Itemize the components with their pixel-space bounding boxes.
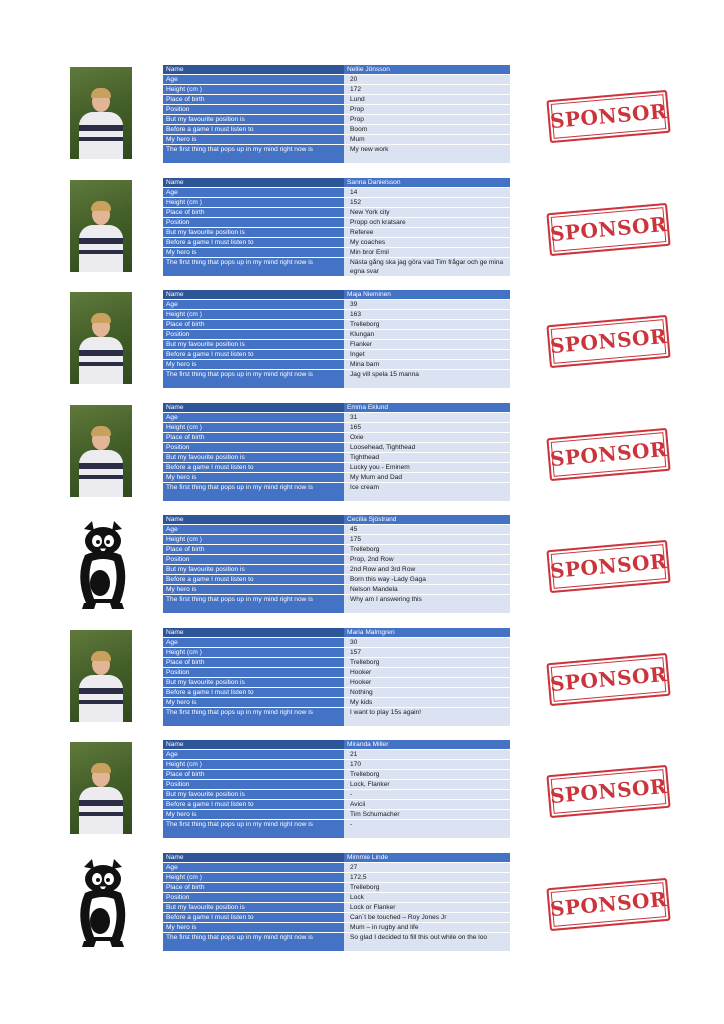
- age-label: Age: [163, 412, 344, 422]
- listen-to-value: Inget: [344, 350, 510, 360]
- favourite-position-label: But my favourite position is: [163, 340, 344, 350]
- hero-value: Mum – in rugby and life: [344, 922, 510, 932]
- height-value: 175: [344, 535, 510, 545]
- name-label: Name: [163, 515, 344, 525]
- height-value: 157: [344, 647, 510, 657]
- height-value: 172: [344, 85, 510, 95]
- name-label: Name: [163, 290, 344, 300]
- place-of-birth-value: Trelleborg: [344, 657, 510, 667]
- favourite-position-label: But my favourite position is: [163, 115, 344, 125]
- listen-to-value: Nothing: [344, 687, 510, 697]
- listen-to-value: My coaches: [344, 237, 510, 247]
- favourite-position-value: Hooker: [344, 677, 510, 687]
- name-label: Name: [163, 853, 344, 863]
- age-value: 14: [344, 187, 510, 197]
- height-value: 163: [344, 310, 510, 320]
- position-value: Klungan: [344, 330, 510, 340]
- hero-value: Tim Schumacher: [344, 810, 510, 820]
- place-of-birth-label: Place of birth: [163, 545, 344, 555]
- place-of-birth-value: Oxie: [344, 432, 510, 442]
- place-of-birth-label: Place of birth: [163, 770, 344, 780]
- sponsor-stamp: SPONSOR: [546, 652, 670, 705]
- first-thing-label: The first thing that pops up in my mind right now is: [163, 145, 344, 164]
- height-label: Height (cm ): [163, 535, 344, 545]
- age-value: 20: [344, 75, 510, 85]
- listen-to-label: Before a game I must listen to: [163, 800, 344, 810]
- position-label: Position: [163, 442, 344, 452]
- hero-value: My Mum and Dad: [344, 472, 510, 482]
- name-label: Name: [163, 65, 344, 75]
- player-info-table: [163, 515, 510, 614]
- player-card: [0, 403, 724, 513]
- first-thing-value: My new work: [344, 145, 510, 164]
- player-card: [0, 740, 724, 850]
- first-thing-label: The first thing that pops up in my mind right now is: [163, 820, 344, 839]
- hero-label: My hero is: [163, 697, 344, 707]
- name-value: Emma Eklund: [344, 403, 510, 413]
- position-label: Position: [163, 667, 344, 677]
- name-value: Sanna Danielsson: [344, 178, 510, 188]
- first-thing-value: Nästa gång ska jag göra vad Tim frågar och ge mina egna svar: [344, 257, 510, 276]
- favourite-position-label: But my favourite position is: [163, 227, 344, 237]
- listen-to-label: Before a game I must listen to: [163, 350, 344, 360]
- sponsor-stamp: SPONSOR: [546, 877, 670, 930]
- position-label: Position: [163, 105, 344, 115]
- listen-to-label: Before a game I must listen to: [163, 237, 344, 247]
- position-value: Hooker: [344, 667, 510, 677]
- favourite-position-value: 2nd Row and 3rd Row: [344, 565, 510, 575]
- age-label: Age: [163, 525, 344, 535]
- name-value: Cecilia Sjöstrand: [344, 515, 510, 525]
- sponsor-stamp: SPONSOR: [546, 765, 670, 818]
- place-of-birth-label: Place of birth: [163, 207, 344, 217]
- height-label: Height (cm ): [163, 872, 344, 882]
- position-label: Position: [163, 780, 344, 790]
- first-thing-value: Ice cream: [344, 482, 510, 501]
- first-thing-value: So glad I decided to fill this out while on the loo: [344, 932, 510, 951]
- height-value: 165: [344, 422, 510, 432]
- listen-to-value: Born this way -Lady Gaga: [344, 575, 510, 585]
- sponsor-stamp: SPONSOR: [546, 90, 670, 143]
- age-label: Age: [163, 862, 344, 872]
- hero-label: My hero is: [163, 135, 344, 145]
- name-value: Nellie Jönsson: [344, 65, 510, 75]
- player-photo: [70, 67, 132, 159]
- height-label: Height (cm ): [163, 85, 344, 95]
- height-label: Height (cm ): [163, 197, 344, 207]
- favourite-position-value: Referee: [344, 227, 510, 237]
- hero-value: Mum: [344, 135, 510, 145]
- favourite-position-value: Flanker: [344, 340, 510, 350]
- first-thing-label: The first thing that pops up in my mind right now is: [163, 257, 344, 276]
- listen-to-label: Before a game I must listen to: [163, 912, 344, 922]
- penguin-mascot-icon: [70, 855, 136, 951]
- listen-to-value: Lucky you - Eminem: [344, 462, 510, 472]
- first-thing-label: The first thing that pops up in my mind right now is: [163, 482, 344, 501]
- position-label: Position: [163, 892, 344, 902]
- listen-to-value: Boom: [344, 125, 510, 135]
- age-value: 39: [344, 300, 510, 310]
- first-thing-label: The first thing that pops up in my mind right now is: [163, 370, 344, 389]
- hero-value: My kids: [344, 697, 510, 707]
- listen-to-label: Before a game I must listen to: [163, 462, 344, 472]
- player-card: [0, 65, 724, 175]
- age-label: Age: [163, 750, 344, 760]
- player-info-table: [163, 403, 510, 502]
- position-value: Prop, 2nd Row: [344, 555, 510, 565]
- height-value: 170: [344, 760, 510, 770]
- height-label: Height (cm ): [163, 647, 344, 657]
- name-value: Miranda Miller: [344, 740, 510, 750]
- name-value: Maja Nieminen: [344, 290, 510, 300]
- player-info-table: [163, 290, 510, 389]
- listen-to-value: Can´t be touched – Roy Jones Jr: [344, 912, 510, 922]
- age-label: Age: [163, 637, 344, 647]
- age-value: 30: [344, 637, 510, 647]
- listen-to-label: Before a game I must listen to: [163, 687, 344, 697]
- age-value: 45: [344, 525, 510, 535]
- sponsor-stamp: SPONSOR: [546, 315, 670, 368]
- hero-label: My hero is: [163, 360, 344, 370]
- hero-label: My hero is: [163, 247, 344, 257]
- player-photo: [70, 180, 132, 272]
- first-thing-value: I want to play 15s again!: [344, 707, 510, 726]
- place-of-birth-label: Place of birth: [163, 320, 344, 330]
- age-label: Age: [163, 75, 344, 85]
- penguin-mascot-icon: [70, 517, 136, 613]
- place-of-birth-value: Trelleborg: [344, 882, 510, 892]
- player-photo: [70, 630, 132, 722]
- sponsor-stamp: SPONSOR: [546, 202, 670, 255]
- place-of-birth-value: Trelleborg: [344, 545, 510, 555]
- name-label: Name: [163, 740, 344, 750]
- height-value: 152: [344, 197, 510, 207]
- favourite-position-label: But my favourite position is: [163, 677, 344, 687]
- height-label: Height (cm ): [163, 422, 344, 432]
- hero-label: My hero is: [163, 810, 344, 820]
- listen-to-label: Before a game I must listen to: [163, 575, 344, 585]
- name-label: Name: [163, 178, 344, 188]
- favourite-position-value: Prop: [344, 115, 510, 125]
- position-value: Lock: [344, 892, 510, 902]
- name-value: Maria Malmgren: [344, 628, 510, 638]
- favourite-position-label: But my favourite position is: [163, 902, 344, 912]
- position-label: Position: [163, 330, 344, 340]
- position-value: Propp och kratsare: [344, 217, 510, 227]
- first-thing-label: The first thing that pops up in my mind right now is: [163, 595, 344, 614]
- player-photo: [70, 405, 132, 497]
- first-thing-label: The first thing that pops up in my mind right now is: [163, 932, 344, 951]
- name-value: Mimmie Linde: [344, 853, 510, 863]
- sponsor-stamp: SPONSOR: [546, 427, 670, 480]
- position-value: Loosehead, Tighthead: [344, 442, 510, 452]
- age-value: 31: [344, 412, 510, 422]
- position-value: Lock, Flanker: [344, 780, 510, 790]
- favourite-position-label: But my favourite position is: [163, 452, 344, 462]
- place-of-birth-label: Place of birth: [163, 657, 344, 667]
- height-label: Height (cm ): [163, 310, 344, 320]
- place-of-birth-value: Trelleborg: [344, 320, 510, 330]
- favourite-position-label: But my favourite position is: [163, 565, 344, 575]
- hero-label: My hero is: [163, 585, 344, 595]
- name-label: Name: [163, 403, 344, 413]
- hero-value: Nelson Mandela: [344, 585, 510, 595]
- player-info-table: [163, 65, 510, 164]
- player-card: [0, 178, 724, 288]
- player-info-table: [163, 853, 510, 952]
- player-card: [0, 628, 724, 738]
- place-of-birth-label: Place of birth: [163, 882, 344, 892]
- favourite-position-value: -: [344, 790, 510, 800]
- place-of-birth-value: New York city: [344, 207, 510, 217]
- place-of-birth-label: Place of birth: [163, 95, 344, 105]
- player-info-table: [163, 628, 510, 727]
- hero-value: Min bror Emil: [344, 247, 510, 257]
- player-info-table: [163, 740, 510, 839]
- height-value: 172,5: [344, 872, 510, 882]
- age-value: 27: [344, 862, 510, 872]
- player-photo: [70, 292, 132, 384]
- listen-to-label: Before a game I must listen to: [163, 125, 344, 135]
- place-of-birth-label: Place of birth: [163, 432, 344, 442]
- first-thing-value: Why am I answering this: [344, 595, 510, 614]
- age-value: 21: [344, 750, 510, 760]
- age-label: Age: [163, 300, 344, 310]
- first-thing-value: Jag vill spela 15 manna: [344, 370, 510, 389]
- player-card: [0, 290, 724, 400]
- place-of-birth-value: Trelleborg: [344, 770, 510, 780]
- first-thing-value: -: [344, 820, 510, 839]
- player-card: [0, 515, 724, 625]
- player-info-table: [163, 178, 510, 277]
- position-label: Position: [163, 217, 344, 227]
- favourite-position-value: Lock or Flanker: [344, 902, 510, 912]
- listen-to-value: Avicii: [344, 800, 510, 810]
- player-card: [0, 853, 724, 963]
- position-value: Prop: [344, 105, 510, 115]
- hero-label: My hero is: [163, 922, 344, 932]
- hero-label: My hero is: [163, 472, 344, 482]
- favourite-position-value: Tighthead: [344, 452, 510, 462]
- place-of-birth-value: Lund: [344, 95, 510, 105]
- hero-value: Mina barn: [344, 360, 510, 370]
- player-photo: [70, 742, 132, 834]
- position-label: Position: [163, 555, 344, 565]
- sponsor-stamp: SPONSOR: [546, 540, 670, 593]
- age-label: Age: [163, 187, 344, 197]
- favourite-position-label: But my favourite position is: [163, 790, 344, 800]
- first-thing-label: The first thing that pops up in my mind right now is: [163, 707, 344, 726]
- height-label: Height (cm ): [163, 760, 344, 770]
- name-label: Name: [163, 628, 344, 638]
